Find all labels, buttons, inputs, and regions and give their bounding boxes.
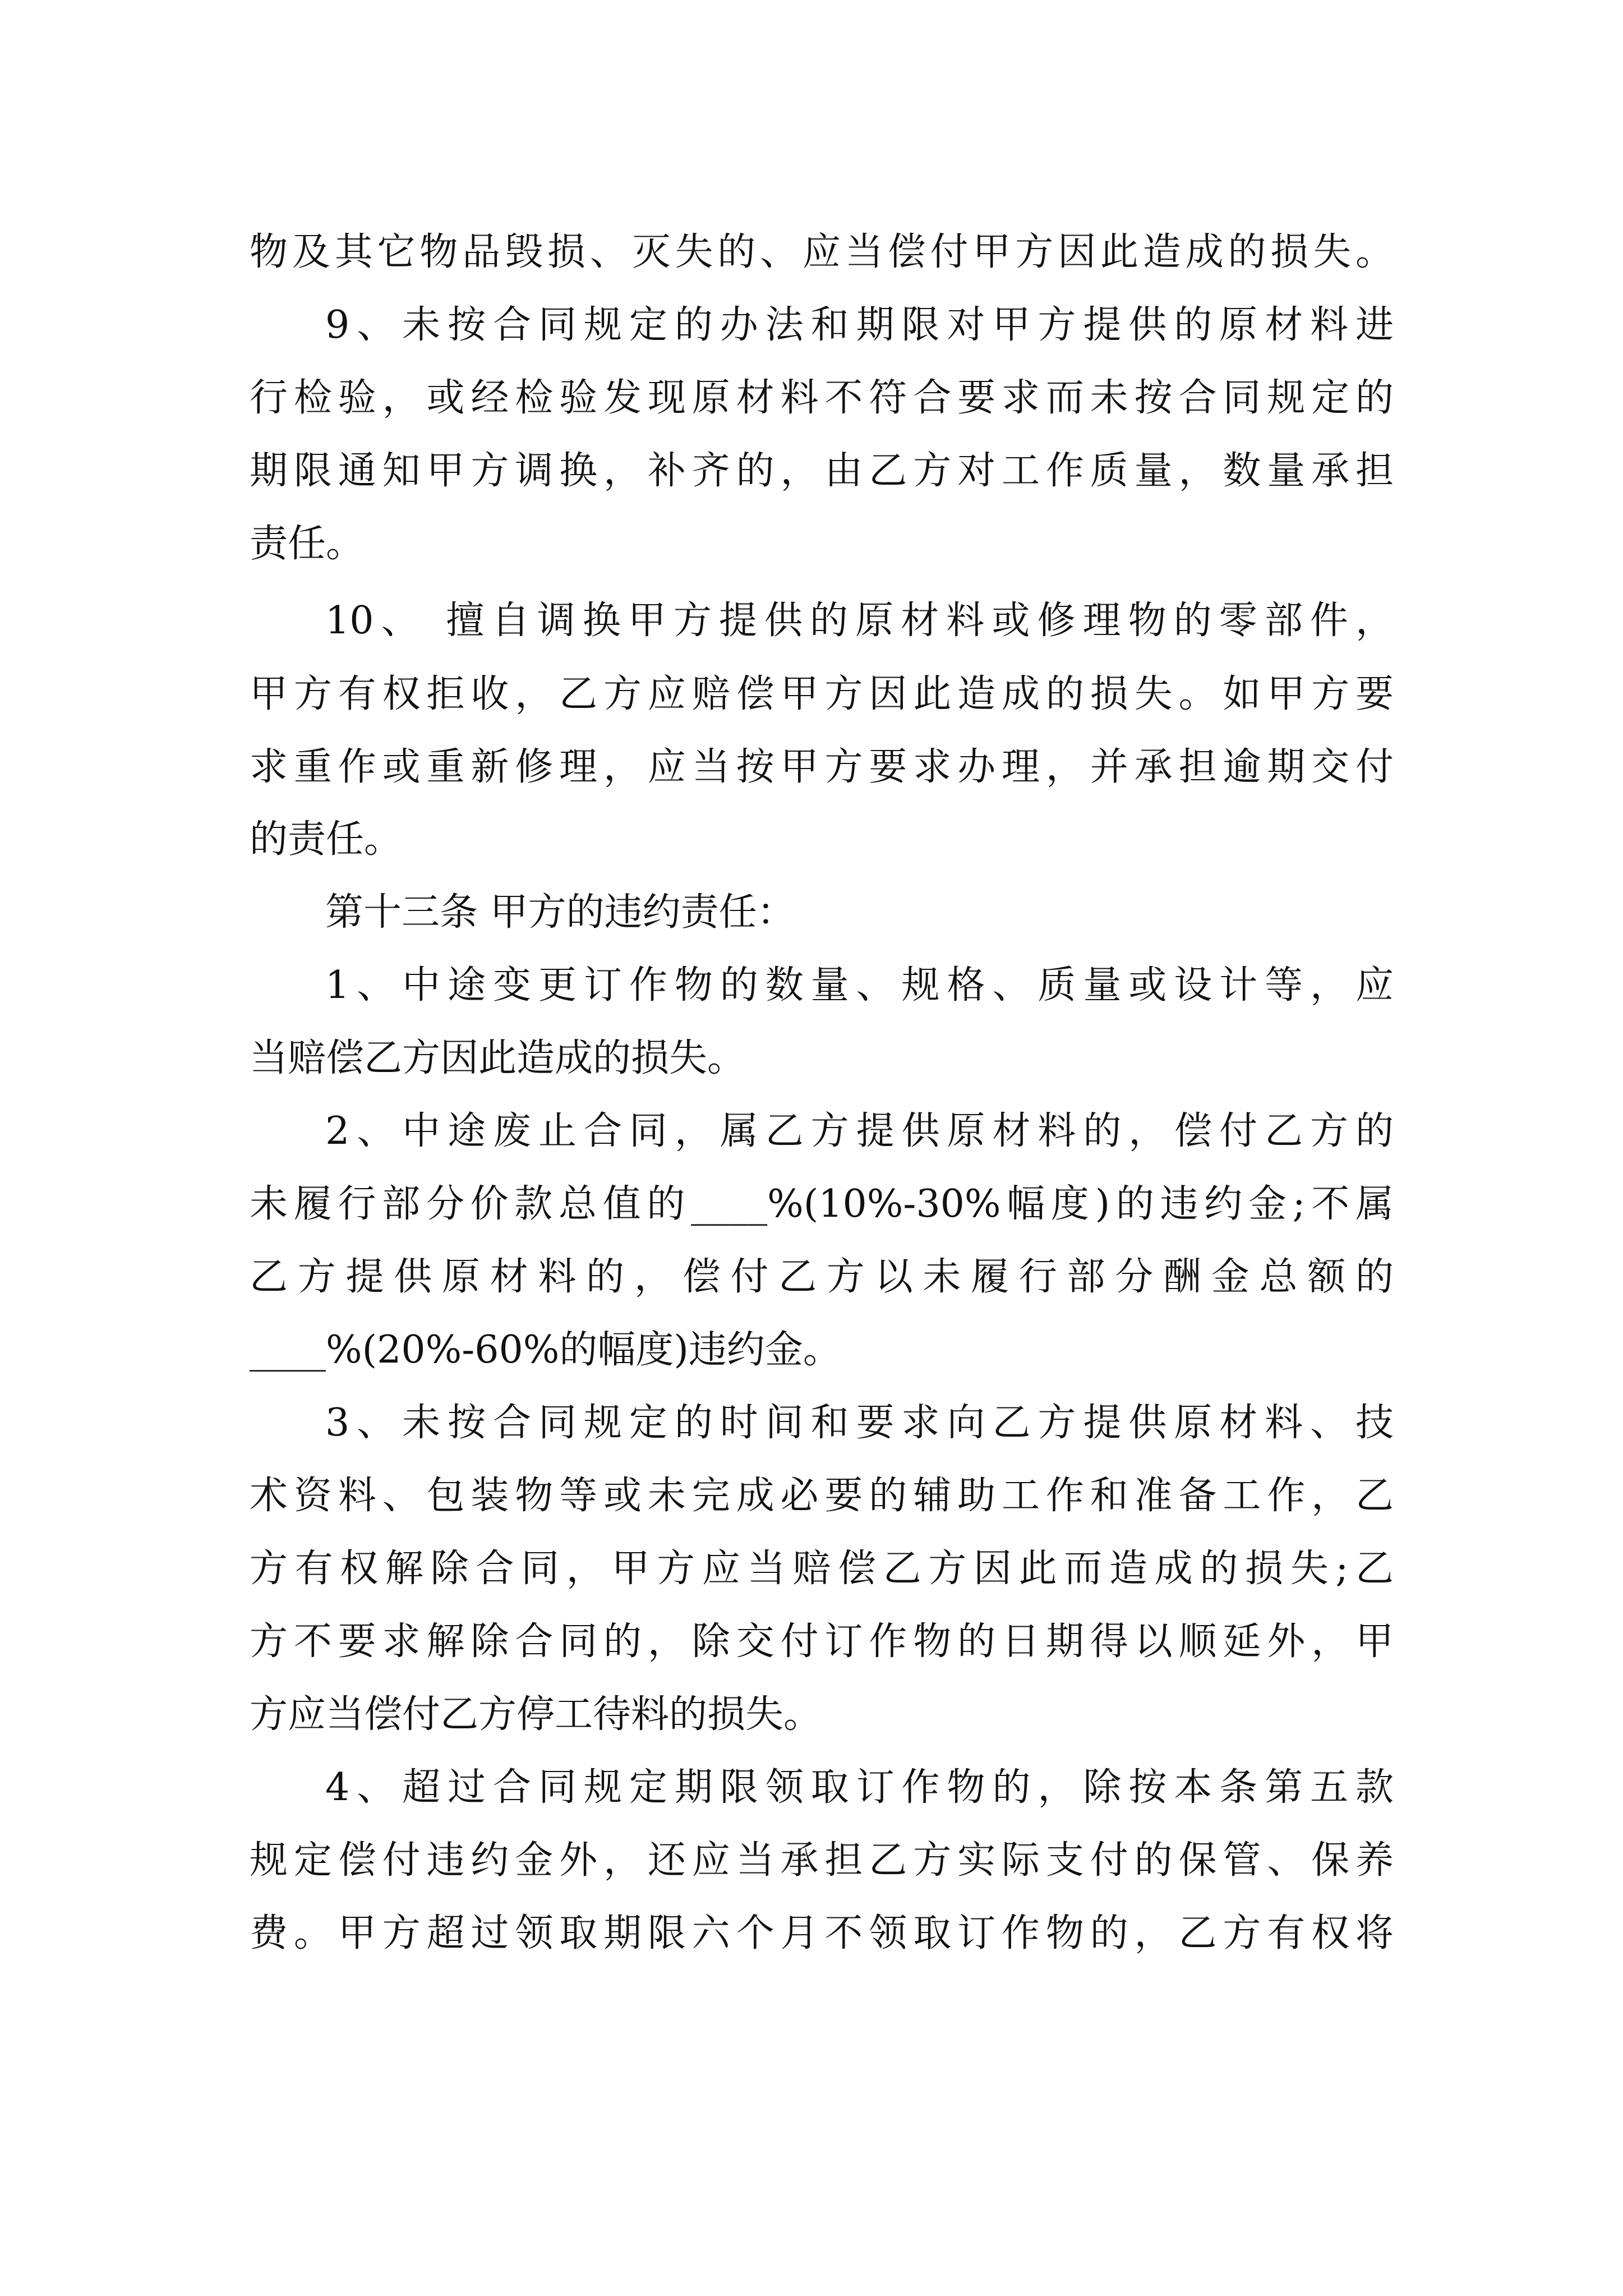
text-line: 9、未按合同规定的办法和期限对甲方提供的原材料进 — [325, 303, 1394, 347]
text-line: 1、中途变更订作物的数量、规格、质量或设计等，应 — [325, 963, 1394, 1007]
text-line: 责任。 — [250, 522, 365, 566]
text-line: 行检验，或经检验发现原材料不符合要求而未按合同规定的 — [250, 376, 1394, 420]
text-line: 3、未按合同规定的时间和要求向乙方提供原材料、技 — [325, 1401, 1394, 1445]
text-line: 4、超过合同规定期限领取订作物的，除按本条第五款 — [325, 1765, 1394, 1810]
text-line: 未履行部分价款总值的____%(10%-30%幅度)的违约金;不属 — [250, 1182, 1394, 1226]
text-line: 物及其它物品毁损、灭失的、应当偿付甲方因此造成的损失。 — [250, 230, 1394, 274]
text-line: 方应当偿付乙方停工待料的损失。 — [250, 1692, 822, 1737]
text-line: 10、 擅自调换甲方提供的原材料或修理物的零部件， — [325, 599, 1394, 643]
text-line: 甲方有权拒收，乙方应赔偿甲方因此造成的损失。如甲方要 — [250, 672, 1394, 716]
text-line: 当赔偿乙方因此造成的损失。 — [250, 1036, 746, 1080]
text-line: 费。甲方超过领取期限六个月不领取订作物的，乙方有权将 — [250, 1911, 1394, 1955]
text-line: 方不要求解除合同的，除交付订作物的日期得以顺延外，甲 — [250, 1619, 1394, 1664]
text-line: 的责任。 — [250, 817, 403, 862]
text-line: 术资料、包装物等或未完成必要的辅助工作和准备工作，乙 — [250, 1474, 1394, 1518]
text-line: 2、中途废止合同，属乙方提供原材料的，偿付乙方的 — [325, 1109, 1394, 1153]
text-line: 规定偿付违约金外，还应当承担乙方实际支付的保管、保养 — [250, 1838, 1394, 1883]
section-heading: 第十三条 甲方的违约责任： — [325, 890, 795, 935]
text-line: 乙方提供原材料的，偿付乙方以未履行部分酬金总额的 — [250, 1255, 1394, 1299]
text-line: 求重作或重新修理，应当按甲方要求办理，并承担逾期交付 — [250, 745, 1394, 789]
text-line: 方有权解除合同，甲方应当赔偿乙方因此而造成的损失;乙 — [250, 1547, 1394, 1591]
text-line: 期限通知甲方调换，补齐的，由乙方对工作质量，数量承担 — [250, 449, 1394, 493]
text-line: ____%(20%-60%的幅度)违约金。 — [250, 1328, 841, 1372]
